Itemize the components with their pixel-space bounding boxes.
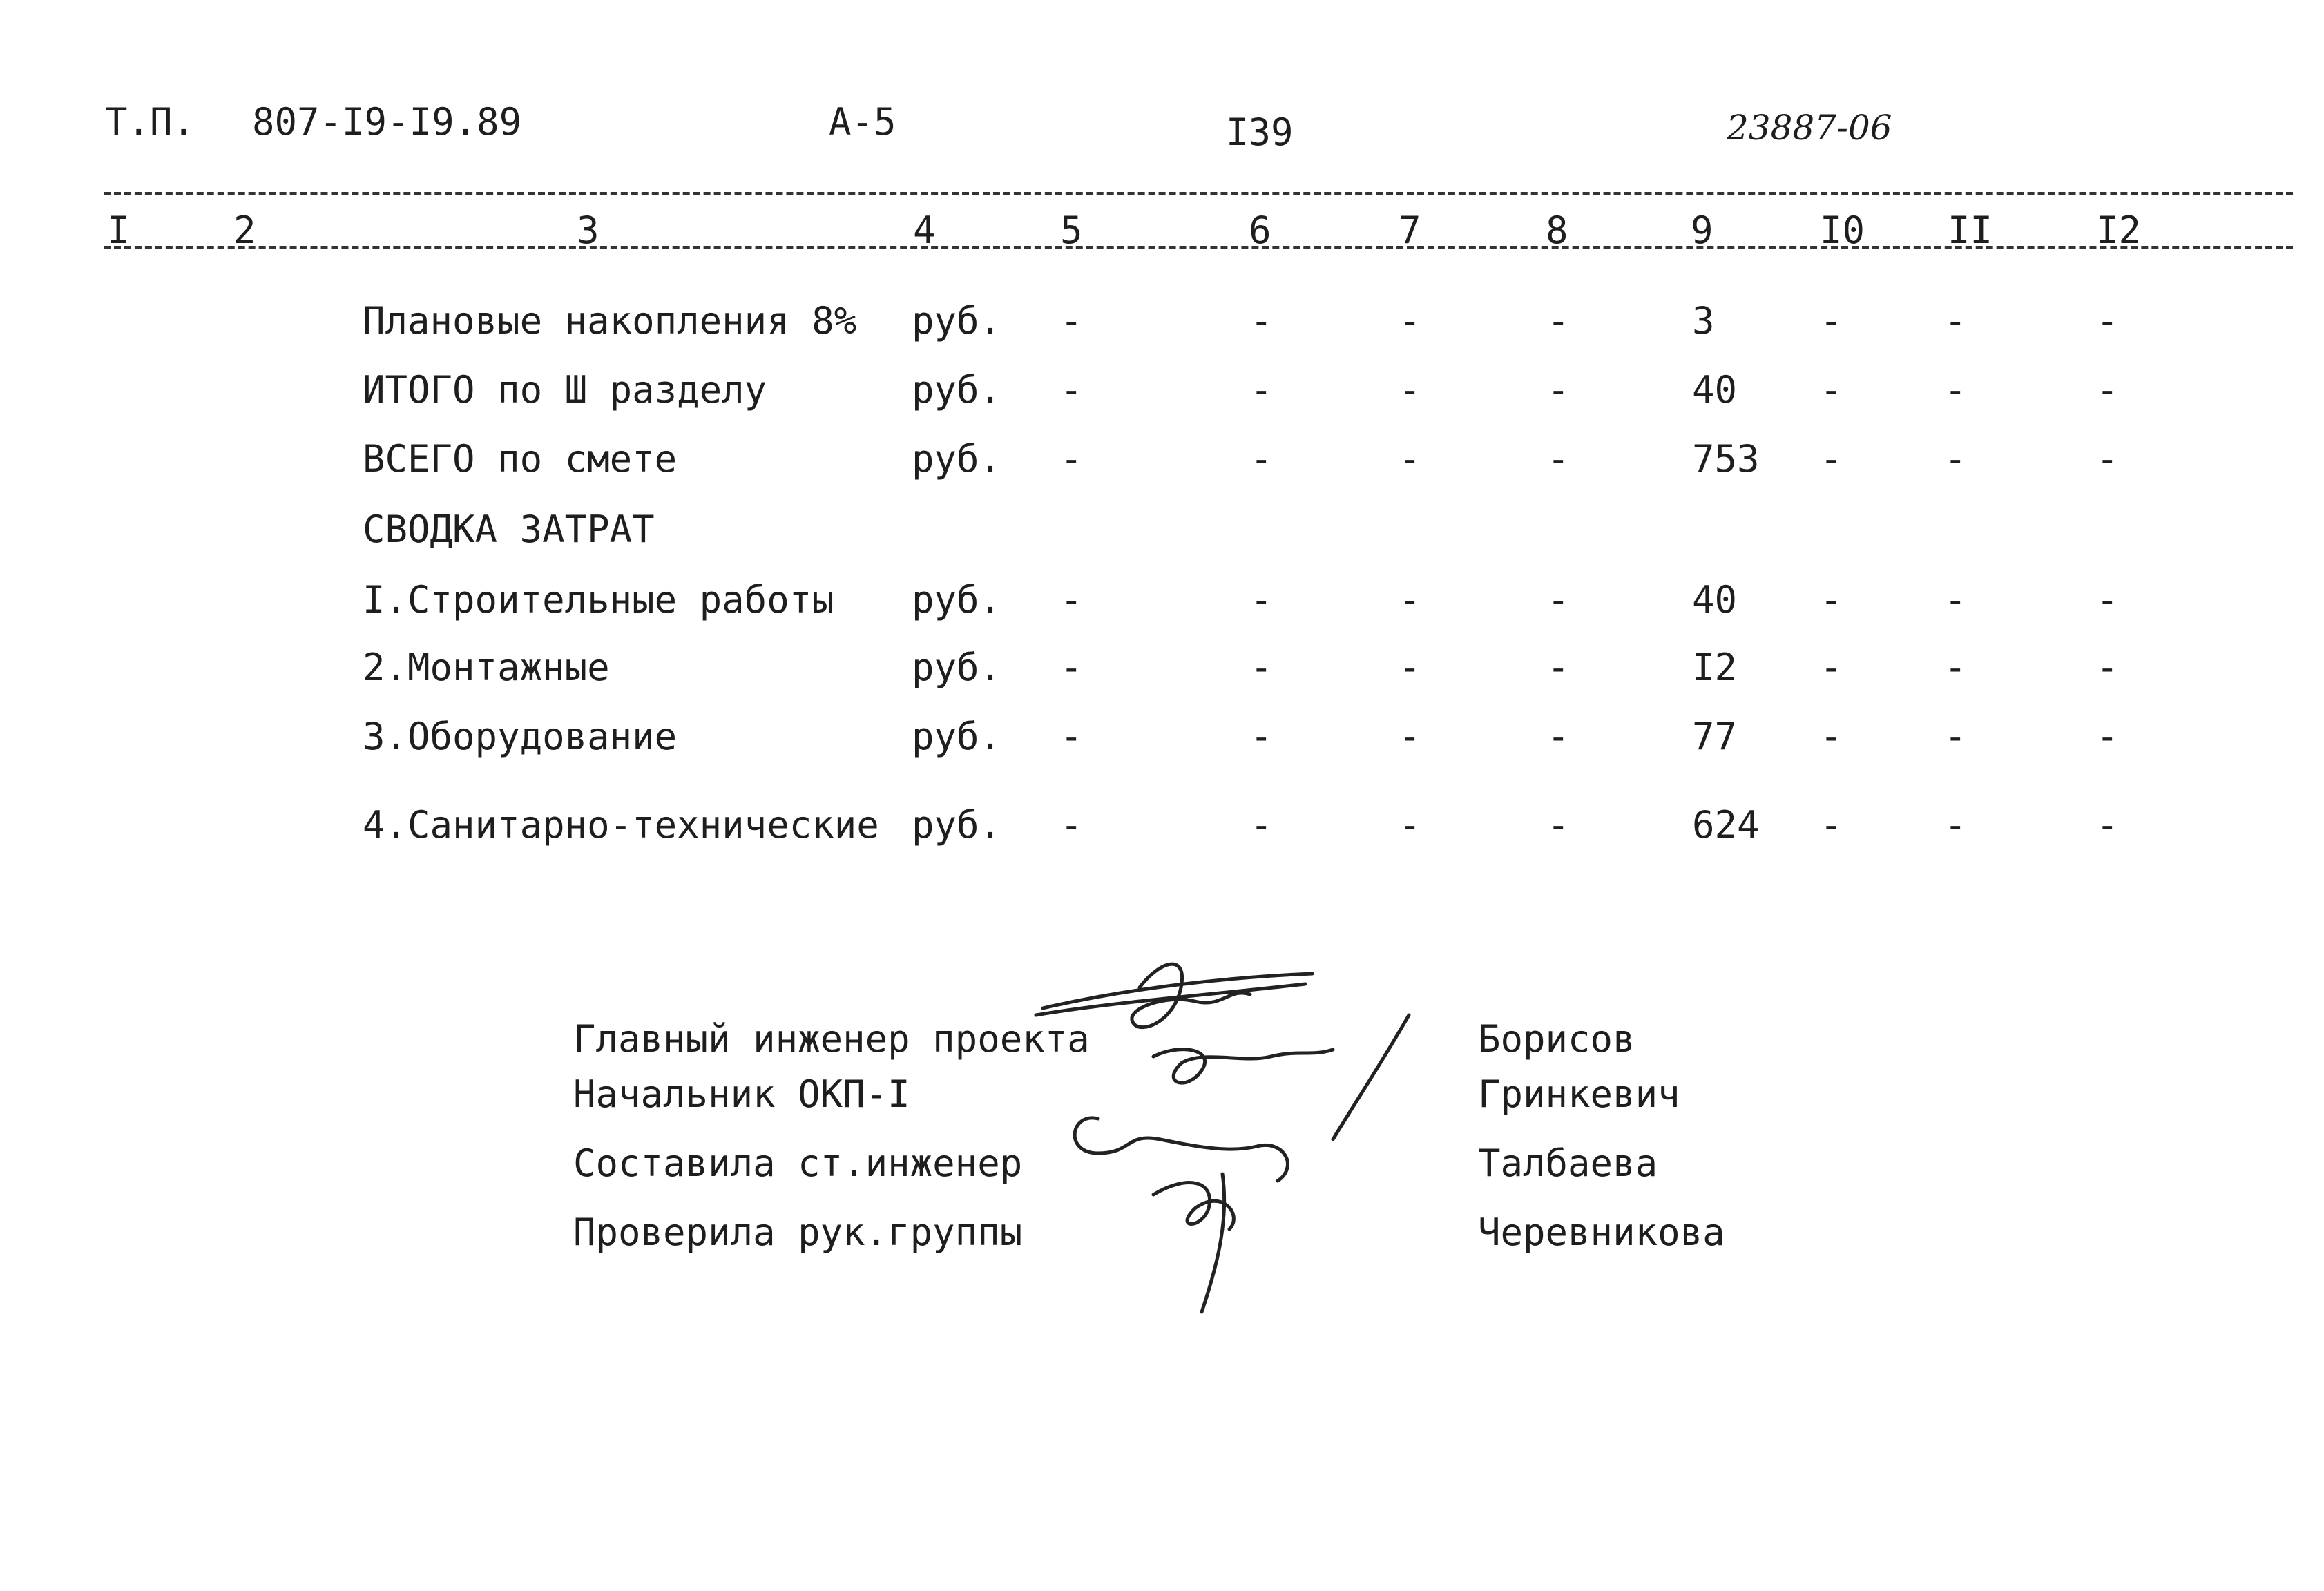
row-label: ИТОГО по Ш разделу xyxy=(363,368,767,412)
cell-col12: - xyxy=(2096,578,2119,621)
cell-col11: - xyxy=(1944,803,1967,847)
cell-col9: 40 xyxy=(1692,368,1738,412)
cell-col5: - xyxy=(1060,578,1083,621)
cell-col8: - xyxy=(1547,368,1570,412)
cell-col10: - xyxy=(1820,646,1843,689)
row-unit: руб. xyxy=(912,368,1002,412)
signer-role: Проверила рук.группы xyxy=(573,1211,1023,1254)
handwritten-signatures xyxy=(1022,946,1464,1333)
series-label: Т.П. xyxy=(105,100,195,144)
cell-col6: - xyxy=(1250,437,1273,481)
cell-col5: - xyxy=(1060,803,1083,847)
cell-col9: I2 xyxy=(1692,646,1738,689)
row-label: I.Строительные работы xyxy=(363,578,834,621)
cell-col9: 3 xyxy=(1692,299,1715,343)
cell-col7: - xyxy=(1399,646,1421,689)
column-number: 2 xyxy=(233,209,256,252)
column-number: 7 xyxy=(1399,209,1421,252)
cell-col11: - xyxy=(1944,646,1967,689)
project-number: 807-I9-I9.89 xyxy=(252,100,522,144)
signature-stroke xyxy=(1333,1015,1409,1139)
column-number: 9 xyxy=(1691,209,1713,252)
cell-col12: - xyxy=(2096,299,2119,343)
cell-col6: - xyxy=(1250,368,1273,412)
signer-role: Главный инженер проекта xyxy=(573,1017,1090,1061)
column-number: 8 xyxy=(1546,209,1568,252)
row-unit: руб. xyxy=(912,715,1002,758)
row-label: 4.Санитарно-технические xyxy=(363,803,879,847)
signature-stroke xyxy=(1075,1118,1287,1181)
cell-col11: - xyxy=(1944,578,1967,621)
cell-col8: - xyxy=(1547,715,1570,758)
signature-stroke xyxy=(1043,974,1312,1008)
row-label: Плановые накопления 8% xyxy=(363,299,857,343)
signer-name: Черевникова xyxy=(1478,1211,1725,1254)
column-number: I2 xyxy=(2096,209,2142,252)
cell-col7: - xyxy=(1399,299,1421,343)
signer-role: Начальник ОКП-I xyxy=(573,1072,910,1116)
row-unit: руб. xyxy=(912,437,1002,481)
cell-col7: - xyxy=(1399,437,1421,481)
cell-col9: 753 xyxy=(1692,437,1760,481)
cell-col8: - xyxy=(1547,299,1570,343)
cell-col8: - xyxy=(1547,646,1570,689)
cell-col12: - xyxy=(2096,368,2119,412)
signature-stroke xyxy=(1202,1174,1225,1312)
cell-col10: - xyxy=(1820,803,1843,847)
section-heading: СВОДКА ЗАТРАТ xyxy=(363,508,655,551)
page-number: I39 xyxy=(1226,110,1294,154)
cell-col5: - xyxy=(1060,437,1083,481)
cell-col8: - xyxy=(1547,578,1570,621)
cell-col8: - xyxy=(1547,803,1570,847)
column-number: 4 xyxy=(913,209,936,252)
cell-col12: - xyxy=(2096,437,2119,481)
cell-col7: - xyxy=(1399,578,1421,621)
cell-col6: - xyxy=(1250,299,1273,343)
signer-name: Борисов xyxy=(1478,1017,1635,1061)
column-number: 5 xyxy=(1060,209,1083,252)
row-label: 3.Оборудование xyxy=(363,715,678,758)
column-number: 3 xyxy=(577,209,599,252)
cell-col5: - xyxy=(1060,646,1083,689)
cell-col7: - xyxy=(1399,368,1421,412)
cell-col12: - xyxy=(2096,715,2119,758)
cell-col5: - xyxy=(1060,368,1083,412)
cell-col10: - xyxy=(1820,437,1843,481)
cell-col6: - xyxy=(1250,803,1273,847)
cell-col12: - xyxy=(2096,646,2119,689)
cell-col6: - xyxy=(1250,578,1273,621)
cell-col6: - xyxy=(1250,715,1273,758)
cell-col6: - xyxy=(1250,646,1273,689)
cell-col10: - xyxy=(1820,368,1843,412)
row-label: 2.Монтажные xyxy=(363,646,610,689)
document-number: 23887-06 xyxy=(1727,108,1892,148)
cell-col9: 624 xyxy=(1692,803,1760,847)
cell-col10: - xyxy=(1820,578,1843,621)
signature-stroke xyxy=(1153,1050,1333,1083)
album-number: А-5 xyxy=(829,100,896,144)
cell-col9: 40 xyxy=(1692,578,1738,621)
cell-col11: - xyxy=(1944,715,1967,758)
row-unit: руб. xyxy=(912,646,1002,689)
bottom-dashed-rule xyxy=(104,246,2293,249)
cell-col12: - xyxy=(2096,803,2119,847)
signer-name: Талбаева xyxy=(1478,1141,1658,1185)
row-unit: руб. xyxy=(912,299,1002,343)
cell-col10: - xyxy=(1820,299,1843,343)
cell-col5: - xyxy=(1060,299,1083,343)
column-number: I0 xyxy=(1820,209,1865,252)
column-number: I xyxy=(107,209,130,252)
cell-col10: - xyxy=(1820,715,1843,758)
cell-col7: - xyxy=(1399,715,1421,758)
cell-col11: - xyxy=(1944,437,1967,481)
row-unit: руб. xyxy=(912,578,1002,621)
row-label: ВСЕГО по смете xyxy=(363,437,678,481)
cell-col8: - xyxy=(1547,437,1570,481)
top-dashed-rule xyxy=(104,192,2293,195)
cell-col9: 77 xyxy=(1692,715,1738,758)
column-number: 6 xyxy=(1249,209,1271,252)
cell-col5: - xyxy=(1060,715,1083,758)
column-number: II xyxy=(1948,209,1993,252)
row-unit: руб. xyxy=(912,803,1002,847)
signer-role: Составила ст.инженер xyxy=(573,1141,1023,1185)
cell-col11: - xyxy=(1944,299,1967,343)
cell-col11: - xyxy=(1944,368,1967,412)
signer-name: Гринкевич xyxy=(1478,1072,1680,1116)
cell-col7: - xyxy=(1399,803,1421,847)
